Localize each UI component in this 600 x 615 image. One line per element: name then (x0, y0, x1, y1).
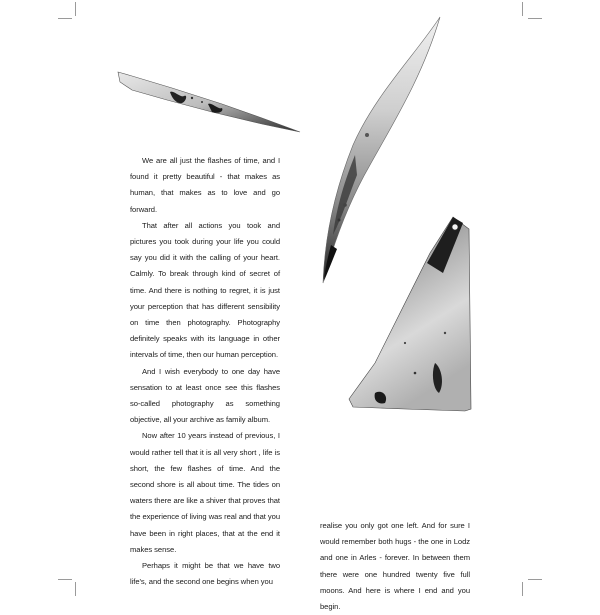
photo-fragment-sliver (112, 68, 307, 140)
article-paragraph-continuation: realise you only got one left. And for sure I would remember both hugs - the one in Lodz and one in Arles - forever. In between them there were one hundred twenty five full moons. And here is where I end and you begin. (320, 521, 470, 612)
crop-mark (75, 582, 76, 596)
crop-mark (528, 579, 542, 580)
article-paragraph: We are all just the flashes of time, and I found it pretty beautiful - that makes as human, that makes as to love and go forward. (130, 156, 280, 214)
article-paragraph: That after all actions you took and pictures you took during your life you could say you did it with the calling of your heart. Calmly. To break through kind of secret of time. And there is nothing to regret, it is just your perception that has different sensibility on time then photography. Photography definitely speaks with its language in other intervals of time, then our human perception. (130, 220, 280, 360)
crop-mark (522, 2, 523, 16)
crop-mark (75, 2, 76, 16)
crop-mark (58, 18, 72, 19)
photo-fragment-triangle (345, 213, 475, 413)
article-paragraph: Perhaps it might be that we have two life's, and the second one begins when you (130, 561, 280, 587)
crop-mark (528, 18, 542, 19)
article-paragraph: And I wish everybody to one day have sensation to at least once see this flashes so-called photography as something objective, all your archive as family album. (130, 366, 280, 425)
crop-mark (58, 579, 72, 580)
article-column-right (320, 518, 470, 615)
article-column-left (130, 153, 280, 590)
crop-mark (522, 582, 523, 596)
article-paragraph: Now after 10 years instead of previous, I would rather tell that it is all very short , life is short, the few flashes of time. And the second shore is all about time. The tides on waters there are like a shiver that proves that the experience of living was real and that you have been in right places, that at the end it makes sense. (130, 431, 280, 554)
